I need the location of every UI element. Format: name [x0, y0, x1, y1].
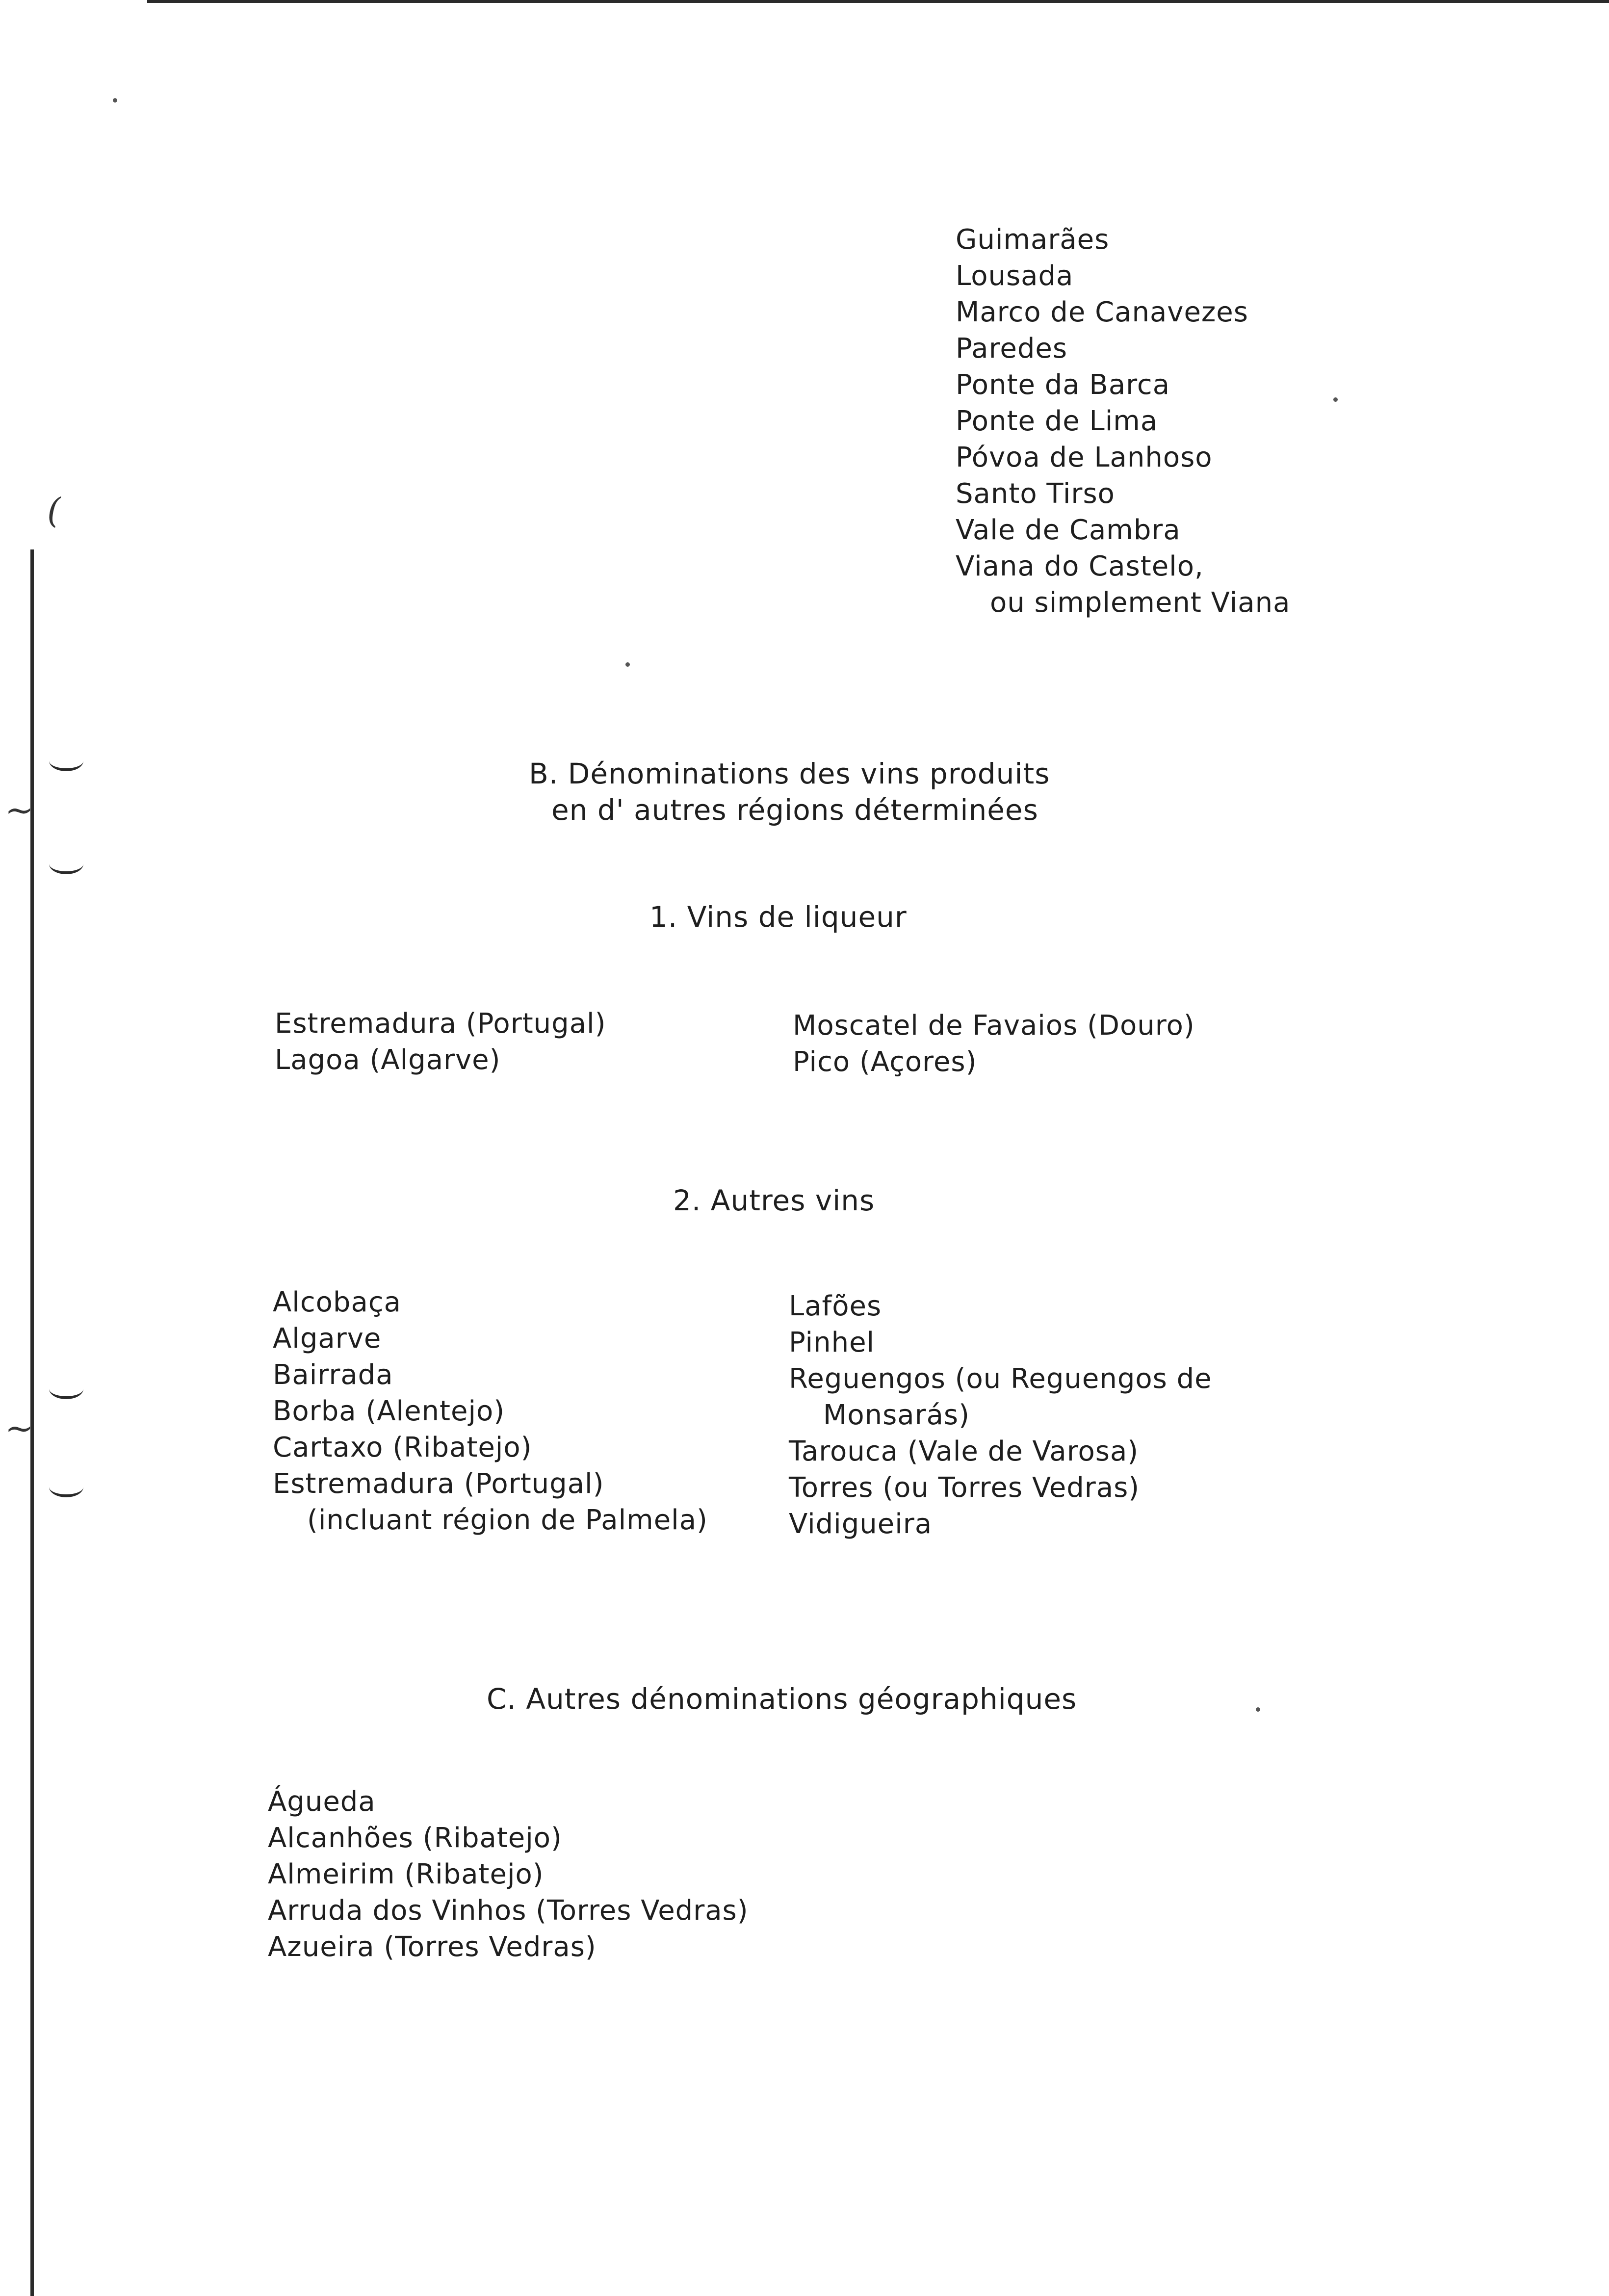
- list-item: Algarve: [273, 1323, 382, 1355]
- list-item: Reguengos (ou Reguengos de: [789, 1363, 1212, 1395]
- list-item: Estremadura (Portugal): [275, 1008, 606, 1040]
- liqueur-left-list: [275, 1006, 606, 1078]
- margin-handwriting-mark: ~: [5, 1408, 34, 1448]
- list-item: Pinhel: [789, 1327, 875, 1358]
- subsection-2-title: 2. Autres vins: [673, 1184, 875, 1217]
- liqueur-right-list: [793, 1008, 1195, 1080]
- list-item: Santo Tirso: [956, 478, 1115, 510]
- margin-bracket-mark: [49, 1379, 83, 1399]
- list-item: Torres (ou Torres Vedras): [789, 1472, 1140, 1504]
- list-item: Marco de Canavezes: [956, 296, 1248, 328]
- list-item: Bairrada: [273, 1359, 393, 1391]
- list-item: Almeirim (Ribatejo): [268, 1858, 544, 1890]
- list-item: Tarouca (Vale de Varosa): [789, 1435, 1139, 1467]
- scan-speck: [1333, 397, 1338, 402]
- scan-speck: [1256, 1707, 1260, 1712]
- list-item: Pico (Açores): [793, 1046, 977, 1078]
- list-item: Viana do Castelo,: [956, 550, 1204, 582]
- list-item: Moscatel de Favaios (Douro): [793, 1010, 1195, 1042]
- list-item: Lagoa (Algarve): [275, 1044, 501, 1076]
- other-wines-right-list: [789, 1288, 1212, 1542]
- margin-bracket-mark: [49, 854, 83, 874]
- margin-bracket-mark: [49, 751, 83, 771]
- continued-list: [956, 222, 1290, 621]
- section-c-title: C. Autres dénominations géographiques: [487, 1682, 1077, 1716]
- section-b-title-line2: en d' autres régions déterminées: [551, 793, 1038, 827]
- list-item: Águeda: [268, 1786, 376, 1818]
- list-item: Guimarães: [956, 224, 1110, 256]
- section-b-title-line1: B. Dénominations des vins produits: [529, 757, 1050, 790]
- other-wines-left-list: [273, 1284, 708, 1539]
- list-item: Póvoa de Lanhoso: [956, 442, 1213, 473]
- list-item: Monsarás): [823, 1399, 970, 1431]
- margin-handwriting-mark: (: [47, 491, 61, 531]
- margin-handwriting-mark: ~: [5, 790, 34, 830]
- list-item: Borba (Alentejo): [273, 1395, 505, 1427]
- margin-bracket-mark: [49, 1477, 83, 1497]
- list-item: Paredes: [956, 333, 1067, 365]
- list-item: Arruda dos Vinhos (Torres Vedras): [268, 1895, 749, 1927]
- list-item: Alcobaça: [273, 1286, 401, 1318]
- list-item: Lousada: [956, 260, 1074, 292]
- list-item: Cartaxo (Ribatejo): [273, 1432, 532, 1463]
- list-item: ou simplement Viana: [990, 587, 1291, 619]
- top-border-line: [147, 0, 1609, 3]
- subsection-1-title: 1. Vins de liqueur: [649, 900, 907, 934]
- list-item: Ponte de Lima: [956, 405, 1158, 437]
- list-item: Vale de Cambra: [956, 514, 1181, 546]
- scan-speck: [625, 662, 630, 667]
- scan-speck: [113, 98, 117, 103]
- list-item: Vidigueira: [789, 1508, 933, 1540]
- list-item: (incluant région de Palmela): [307, 1504, 708, 1536]
- list-item: Azueira (Torres Vedras): [268, 1931, 597, 1963]
- list-item: Lafões: [789, 1290, 882, 1322]
- geographic-names-list: [268, 1784, 749, 1965]
- list-item: Alcanhões (Ribatejo): [268, 1822, 562, 1854]
- list-item: Ponte da Barca: [956, 369, 1170, 401]
- list-item: Estremadura (Portugal): [273, 1468, 604, 1500]
